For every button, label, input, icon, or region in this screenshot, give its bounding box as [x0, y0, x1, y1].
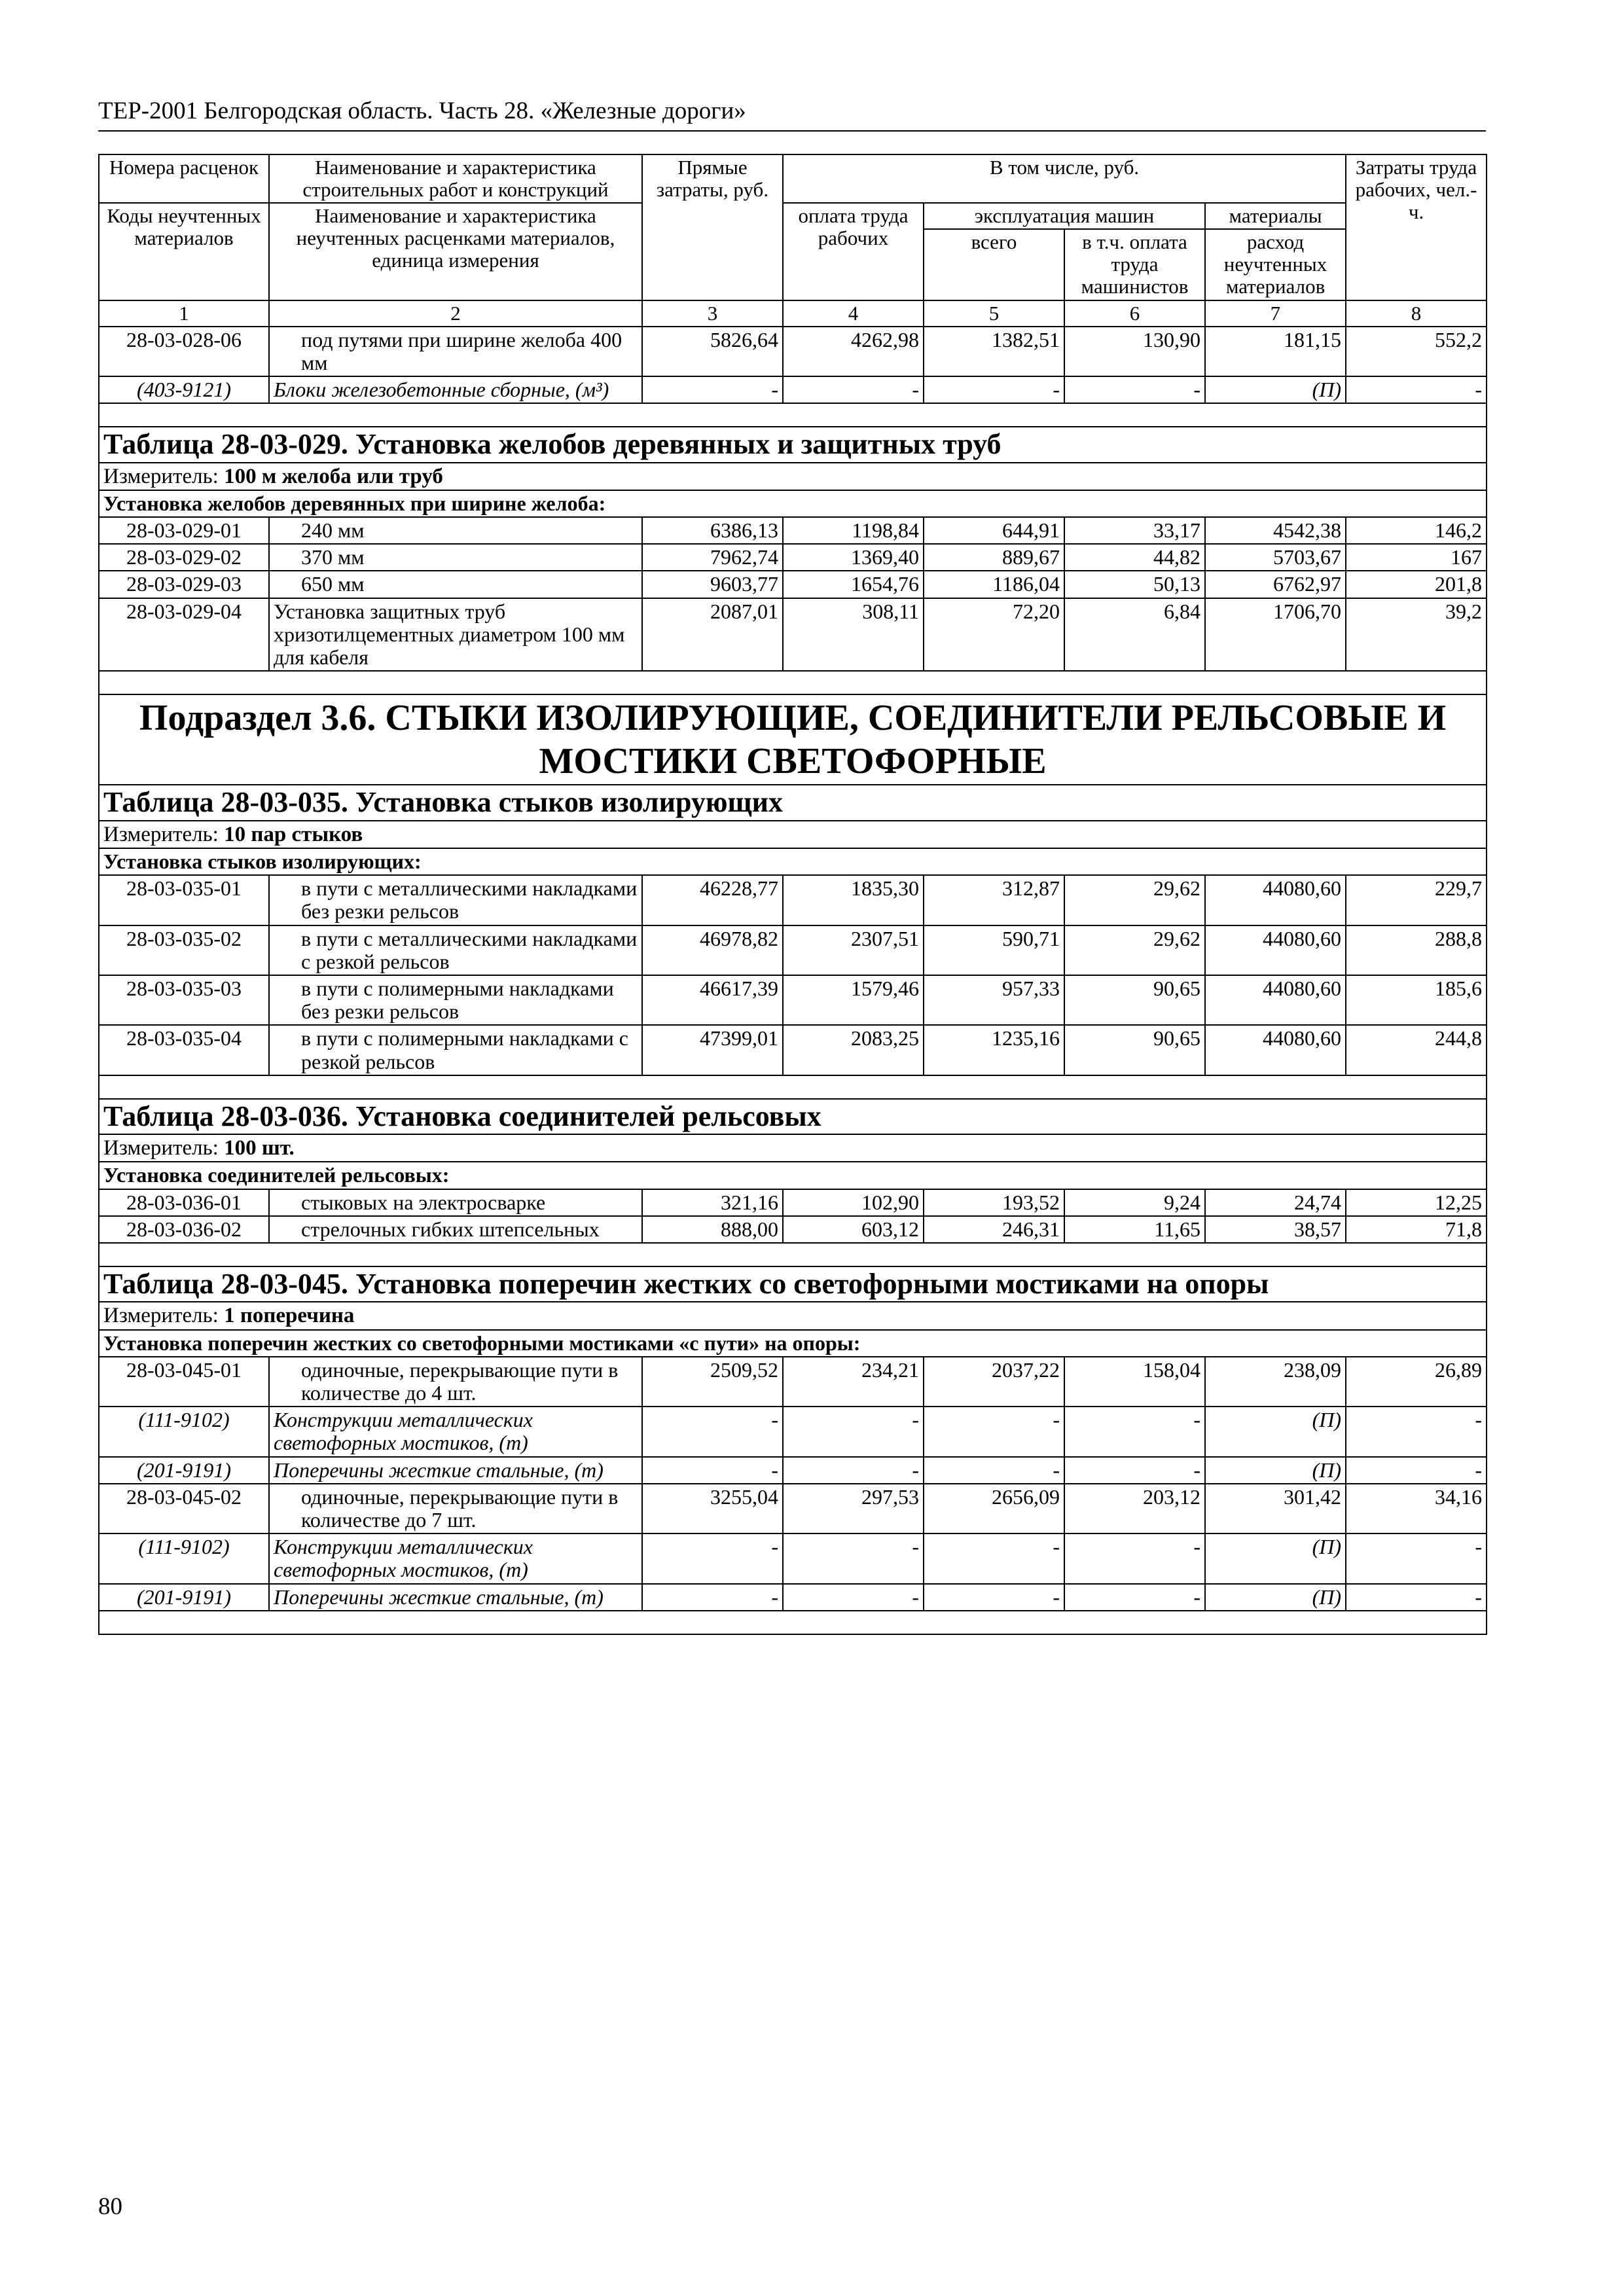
- spacer-cell: [99, 1611, 1487, 1634]
- measure-row: [99, 1302, 1487, 1329]
- value-cell: 34,16: [1346, 1484, 1487, 1534]
- value-cell: 6,84: [1064, 598, 1205, 672]
- col-header-wages: оплата труда рабочих: [783, 203, 924, 300]
- value-cell: 1579,46: [783, 975, 924, 1025]
- value-cell: 146,2: [1346, 517, 1487, 544]
- rate-name: Блоки железобетонные сборные, (м³): [269, 376, 642, 403]
- rate-code: (403-9121): [99, 376, 269, 403]
- table-row: [99, 1484, 1487, 1534]
- table-title: Таблица 28-03-029. Установка желобов деревянных и защитных труб: [99, 427, 1487, 462]
- group-heading: Установка стыков изолирующих:: [99, 848, 1487, 875]
- measure: [99, 1302, 1487, 1329]
- group-heading-row: [99, 1330, 1487, 1357]
- value-cell: (П): [1205, 1534, 1346, 1583]
- rate-name: Конструкции металлических светофорных мостиков, (т): [269, 1534, 642, 1583]
- rates-table: [98, 154, 1487, 1635]
- rate-name: Конструкции металлических светофорных мостиков, (т): [269, 1407, 642, 1456]
- value-cell: 2037,22: [924, 1357, 1064, 1407]
- col-header-incl: В том числе, руб.: [783, 154, 1346, 203]
- col-number: 4: [783, 300, 924, 327]
- header-row-2: [99, 203, 1487, 229]
- value-cell: 6762,97: [1205, 571, 1346, 598]
- table-row: [99, 1457, 1487, 1484]
- value-cell: -: [783, 1457, 924, 1484]
- value-cell: (П): [1205, 1407, 1346, 1456]
- value-cell: 2307,51: [783, 925, 924, 975]
- rate-name: Установка защитных труб хризотилцементных диаметром 100 мм для кабеля: [269, 598, 642, 672]
- measure-value: 10 пар стыков: [224, 822, 363, 846]
- value-cell: 24,74: [1205, 1189, 1346, 1216]
- group-heading: Установка соединителей рельсовых:: [99, 1162, 1487, 1189]
- value-cell: -: [1346, 1534, 1487, 1583]
- rate-code: 28-03-029-02: [99, 544, 269, 571]
- value-cell: 193,52: [924, 1189, 1064, 1216]
- value-cell: -: [1064, 1407, 1205, 1456]
- value-cell: 44080,60: [1205, 1025, 1346, 1075]
- table-title-row: [99, 427, 1487, 462]
- col-number: 8: [1346, 300, 1487, 327]
- value-cell: 201,8: [1346, 571, 1487, 598]
- rate-name: в пути с полимерными накладками с резкой рельсов: [269, 1025, 642, 1075]
- value-cell: 185,6: [1346, 975, 1487, 1025]
- table-title-row: [99, 1266, 1487, 1302]
- rate-code: 28-03-045-02: [99, 1484, 269, 1534]
- value-cell: 1706,70: [1205, 598, 1346, 672]
- value-cell: 203,12: [1064, 1484, 1205, 1534]
- value-cell: -: [1064, 1457, 1205, 1484]
- value-cell: 90,65: [1064, 1025, 1205, 1075]
- value-cell: 3255,04: [642, 1484, 783, 1534]
- value-cell: 71,8: [1346, 1216, 1487, 1243]
- value-cell: 2656,09: [924, 1484, 1064, 1534]
- value-cell: 29,62: [1064, 875, 1205, 925]
- table-row: [99, 571, 1487, 598]
- table-row: [99, 1357, 1487, 1407]
- table-title: Таблица 28-03-036. Установка соединителей рельсовых: [99, 1099, 1487, 1134]
- value-cell: 2509,52: [642, 1357, 783, 1407]
- table-title-row: [99, 785, 1487, 820]
- table-row: [99, 1584, 1487, 1611]
- spacer-cell: [99, 403, 1487, 427]
- rate-name: под путями при ширине желоба 400 мм: [269, 327, 642, 376]
- col-header-labor: Затраты труда рабочих, чел.-ч.: [1346, 154, 1487, 300]
- spacer-cell: [99, 1243, 1487, 1266]
- value-cell: 1382,51: [924, 327, 1064, 376]
- value-cell: -: [924, 1457, 1064, 1484]
- value-cell: 288,8: [1346, 925, 1487, 975]
- value-cell: 72,20: [924, 598, 1064, 672]
- section-spacer: [99, 403, 1487, 427]
- col-number: 3: [642, 300, 783, 327]
- col-header-mat-unacc: расход неучтенных материалов: [1205, 229, 1346, 300]
- rate-code: 28-03-029-04: [99, 598, 269, 672]
- section-spacer: [99, 671, 1487, 694]
- col-header-materials: материалы: [1205, 203, 1346, 229]
- value-cell: 1835,30: [783, 875, 924, 925]
- value-cell: 4262,98: [783, 327, 924, 376]
- value-cell: -: [783, 376, 924, 403]
- col-number: 6: [1064, 300, 1205, 327]
- value-cell: -: [924, 1584, 1064, 1611]
- table-title-row: [99, 1099, 1487, 1134]
- value-cell: 12,25: [1346, 1189, 1487, 1216]
- rate-code: (111-9102): [99, 1534, 269, 1583]
- value-cell: 90,65: [1064, 975, 1205, 1025]
- rate-code: (201-9191): [99, 1584, 269, 1611]
- rate-name: в пути с металлическими накладками с резкой рельсов: [269, 925, 642, 975]
- measure: [99, 821, 1487, 848]
- rate-name: в пути с металлическими накладками без резки рельсов: [269, 875, 642, 925]
- value-cell: 1369,40: [783, 544, 924, 571]
- value-cell: 229,7: [1346, 875, 1487, 925]
- value-cell: 50,13: [1064, 571, 1205, 598]
- value-cell: 46228,77: [642, 875, 783, 925]
- table-row: [99, 544, 1487, 571]
- measure-label: Измеритель:: [103, 822, 225, 846]
- value-cell: -: [924, 1534, 1064, 1583]
- value-cell: 244,8: [1346, 1025, 1487, 1075]
- value-cell: -: [924, 1407, 1064, 1456]
- value-cell: 44,82: [1064, 544, 1205, 571]
- value-cell: 44080,60: [1205, 975, 1346, 1025]
- value-cell: 603,12: [783, 1216, 924, 1243]
- rate-name: одиночные, перекрывающие пути в количестве до 7 шт.: [269, 1484, 642, 1534]
- value-cell: 29,62: [1064, 925, 1205, 975]
- value-cell: 1654,76: [783, 571, 924, 598]
- value-cell: 130,90: [1064, 327, 1205, 376]
- group-heading-row: [99, 848, 1487, 875]
- value-cell: -: [1064, 1584, 1205, 1611]
- col-header-code: Номера расценок: [99, 154, 269, 203]
- spacer-cell: [99, 1075, 1487, 1099]
- value-cell: -: [1346, 1457, 1487, 1484]
- rate-name: Поперечины жесткие стальные, (т): [269, 1584, 642, 1611]
- value-cell: -: [642, 1457, 783, 1484]
- col-header-direct: Прямые затраты, руб.: [642, 154, 783, 300]
- value-cell: 6386,13: [642, 517, 783, 544]
- value-cell: -: [642, 376, 783, 403]
- value-cell: 888,00: [642, 1216, 783, 1243]
- value-cell: -: [783, 1534, 924, 1583]
- table-row: [99, 376, 1487, 403]
- value-cell: 102,90: [783, 1189, 924, 1216]
- rate-code: 28-03-035-03: [99, 975, 269, 1025]
- value-cell: 44080,60: [1205, 875, 1346, 925]
- value-cell: -: [1064, 1534, 1205, 1583]
- value-cell: 181,15: [1205, 327, 1346, 376]
- value-cell: 4542,38: [1205, 517, 1346, 544]
- table-row: [99, 925, 1487, 975]
- value-cell: 158,04: [1064, 1357, 1205, 1407]
- group-heading-row: [99, 490, 1487, 517]
- table-row: [99, 875, 1487, 925]
- measure-row: [99, 463, 1487, 490]
- rate-code: 28-03-029-01: [99, 517, 269, 544]
- value-cell: (П): [1205, 1584, 1346, 1611]
- table-row: [99, 1216, 1487, 1243]
- value-cell: 644,91: [924, 517, 1064, 544]
- col-number: 1: [99, 300, 269, 327]
- value-cell: 167: [1346, 544, 1487, 571]
- rate-name: стыковых на электросварке: [269, 1189, 642, 1216]
- col-header-name2: Наименование и характеристика неучтенных расценками материалов, единица измерения: [269, 203, 642, 300]
- value-cell: -: [642, 1534, 783, 1583]
- value-cell: 33,17: [1064, 517, 1205, 544]
- table-row: [99, 1025, 1487, 1075]
- value-cell: 38,57: [1205, 1216, 1346, 1243]
- table-row: [99, 1189, 1487, 1216]
- rate-name: одиночные, перекрывающие пути в количестве до 4 шт.: [269, 1357, 642, 1407]
- value-cell: -: [642, 1584, 783, 1611]
- value-cell: 590,71: [924, 925, 1064, 975]
- page-header: ТЕР-2001 Белгородская область. Часть 28. «Железные дороги»: [98, 97, 1486, 132]
- subsection-title: Подраздел 3.6. СТЫКИ ИЗОЛИРУЮЩИЕ, СОЕДИНИТЕЛИ РЕЛЬСОВЫЕ И МОСТИКИ СВЕТОФОРНЫЕ: [99, 694, 1487, 785]
- value-cell: 39,2: [1346, 598, 1487, 672]
- col-number: 5: [924, 300, 1064, 327]
- measure-value: 1 поперечина: [224, 1304, 355, 1328]
- subsection-heading-row: [99, 694, 1487, 785]
- measure: [99, 463, 1487, 490]
- value-cell: (П): [1205, 1457, 1346, 1484]
- spacer-cell: [99, 671, 1487, 694]
- section-spacer: [99, 1075, 1487, 1099]
- col-number: 7: [1205, 300, 1346, 327]
- section-spacer: [99, 1611, 1487, 1634]
- table-row: [99, 517, 1487, 544]
- value-cell: 5703,67: [1205, 544, 1346, 571]
- measure: [99, 1134, 1487, 1162]
- col-header-name: Наименование и характеристика строительных работ и конструкций: [269, 154, 642, 203]
- measure-label: Измеритель:: [103, 1136, 225, 1160]
- value-cell: 1186,04: [924, 571, 1064, 598]
- rate-code: 28-03-035-02: [99, 925, 269, 975]
- value-cell: 9,24: [1064, 1189, 1205, 1216]
- value-cell: 44080,60: [1205, 925, 1346, 975]
- table-title: Таблица 28-03-035. Установка стыков изолирующих: [99, 785, 1487, 820]
- rate-code: 28-03-036-01: [99, 1189, 269, 1216]
- rate-name: Поперечины жесткие стальные, (т): [269, 1457, 642, 1484]
- measure-label: Измеритель:: [103, 464, 225, 488]
- header-row-1: [99, 154, 1487, 203]
- value-cell: -: [924, 376, 1064, 403]
- value-cell: 321,16: [642, 1189, 783, 1216]
- value-cell: 11,65: [1064, 1216, 1205, 1243]
- measure-value: 100 шт.: [224, 1136, 295, 1160]
- section-spacer: [99, 1243, 1487, 1266]
- value-cell: 238,09: [1205, 1357, 1346, 1407]
- rates-document: [98, 154, 1486, 1635]
- rate-code: (111-9102): [99, 1407, 269, 1456]
- value-cell: 552,2: [1346, 327, 1487, 376]
- rate-name: 240 мм: [269, 517, 642, 544]
- col-number: 2: [269, 300, 642, 327]
- rate-name: 370 мм: [269, 544, 642, 571]
- rate-code: 28-03-035-01: [99, 875, 269, 925]
- value-cell: 46978,82: [642, 925, 783, 975]
- group-heading: Установка желобов деревянных при ширине желоба:: [99, 490, 1487, 517]
- group-heading: Установка поперечин жестких со светофорными мостиками «с пути» на опоры:: [99, 1330, 1487, 1357]
- value-cell: -: [1064, 376, 1205, 403]
- measure-value: 100 м желоба или труб: [224, 464, 443, 488]
- rate-code: 28-03-029-03: [99, 571, 269, 598]
- page-number: 80: [98, 2193, 122, 2220]
- measure-row: [99, 821, 1487, 848]
- value-cell: (П): [1205, 376, 1346, 403]
- value-cell: 2083,25: [783, 1025, 924, 1075]
- value-cell: 2087,01: [642, 598, 783, 672]
- table-row: [99, 327, 1487, 376]
- value-cell: 46617,39: [642, 975, 783, 1025]
- table-row: [99, 598, 1487, 672]
- col-header-machines: эксплуатация машин: [924, 203, 1205, 229]
- rate-name: стрелочных гибких штепсельных: [269, 1216, 642, 1243]
- rates-body: [99, 327, 1487, 1634]
- value-cell: 9603,77: [642, 571, 783, 598]
- col-header-mach-total: всего: [924, 229, 1064, 300]
- value-cell: 26,89: [1346, 1357, 1487, 1407]
- value-cell: 246,31: [924, 1216, 1064, 1243]
- rate-name: 650 мм: [269, 571, 642, 598]
- value-cell: -: [1346, 1584, 1487, 1611]
- rate-code: (201-9191): [99, 1457, 269, 1484]
- value-cell: 1198,84: [783, 517, 924, 544]
- value-cell: 957,33: [924, 975, 1064, 1025]
- group-heading-row: [99, 1162, 1487, 1189]
- col-header-code2: Коды неучтенных материалов: [99, 203, 269, 300]
- value-cell: -: [1346, 376, 1487, 403]
- col-header-mach-wages: в т.ч. оплата труда машинистов: [1064, 229, 1205, 300]
- value-cell: 47399,01: [642, 1025, 783, 1075]
- value-cell: -: [783, 1407, 924, 1456]
- rate-code: 28-03-045-01: [99, 1357, 269, 1407]
- value-cell: 312,87: [924, 875, 1064, 925]
- table-title: Таблица 28-03-045. Установка поперечин жестких со светофорными мостиками на опоры: [99, 1266, 1487, 1302]
- table-row: [99, 975, 1487, 1025]
- measure-label: Измеритель:: [103, 1304, 225, 1328]
- rate-name: в пути с полимерными накладками без резки рельсов: [269, 975, 642, 1025]
- value-cell: 297,53: [783, 1484, 924, 1534]
- value-cell: 234,21: [783, 1357, 924, 1407]
- value-cell: 308,11: [783, 598, 924, 672]
- value-cell: -: [1346, 1407, 1487, 1456]
- value-cell: 7962,74: [642, 544, 783, 571]
- rate-code: 28-03-028-06: [99, 327, 269, 376]
- value-cell: -: [783, 1584, 924, 1611]
- value-cell: 1235,16: [924, 1025, 1064, 1075]
- value-cell: -: [642, 1407, 783, 1456]
- column-numbers-row: [99, 300, 1487, 327]
- table-row: [99, 1534, 1487, 1583]
- value-cell: 889,67: [924, 544, 1064, 571]
- value-cell: 301,42: [1205, 1484, 1346, 1534]
- rate-code: 28-03-035-04: [99, 1025, 269, 1075]
- table-row: [99, 1407, 1487, 1456]
- measure-row: [99, 1134, 1487, 1162]
- rate-code: 28-03-036-02: [99, 1216, 269, 1243]
- value-cell: 5826,64: [642, 327, 783, 376]
